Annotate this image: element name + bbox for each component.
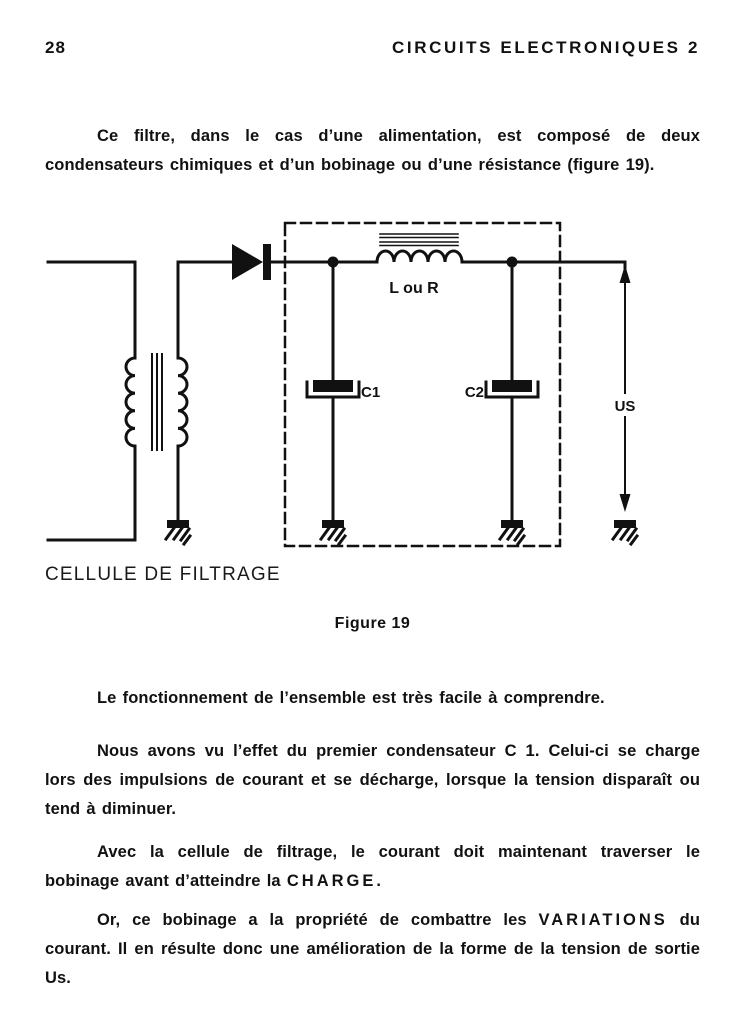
paragraph-5-end: du courant. Il en résulte donc une amélioration de la forme de la tension de sortie Us. (45, 911, 700, 987)
page-header (45, 38, 700, 58)
capacitor-1-label: C1 (361, 384, 381, 401)
ground-icon (613, 520, 637, 544)
ground-icon (166, 520, 190, 544)
output-voltage-branch (620, 262, 631, 512)
transformer-core (152, 354, 162, 450)
figure-title: CELLULE DE FILTRAGE (45, 564, 281, 585)
running-title: CIRCUITS ELECTRONIQUES 2 (392, 38, 700, 57)
paragraph-2: Le fonctionnement de l’ensemble est très facile à comprendre. (97, 689, 605, 707)
paragraph-4 (45, 838, 700, 896)
inductor-icon (377, 234, 462, 262)
paragraph-4-end: . (376, 872, 382, 890)
diode-icon (232, 244, 271, 280)
paragraph-3: Nous avons vu l’effet du premier condensateur C 1. Celui-ci se charge lors des impulsions de courant et se décharge, lorsque la tension disparaît ou tend à diminuer. (45, 742, 700, 818)
transformer-primary-coil (126, 358, 135, 446)
paragraph-5 (45, 906, 700, 993)
paragraph-4-emphasis: CHARGE (286, 872, 377, 890)
capacitor-2-label: C2 (464, 384, 484, 401)
capacitor-icon (486, 380, 538, 397)
figure-caption: Figure 19 (334, 615, 411, 632)
ground-icon (500, 520, 524, 544)
transformer-secondary-coil (178, 358, 187, 446)
filter-cell-circuit-diagram (0, 204, 745, 562)
capacitor-icon (307, 380, 359, 397)
wire-secondary-top (178, 262, 232, 358)
paragraph-5-emphasis: VARIATIONS (538, 911, 668, 929)
output-voltage-label: US (614, 398, 636, 415)
arrow-down-icon (620, 494, 631, 512)
ground-icon (321, 520, 345, 544)
page-number: 28 (45, 38, 66, 57)
paragraph-1: Ce filtre, dans le cas d’une alimentation, est composé de deux condensateurs chimiques et d’un bobinage ou d’une résistance (figure 19). (45, 127, 700, 174)
inductor-label: L ou R (389, 280, 439, 297)
transformer-icon (126, 354, 187, 450)
paragraph-5-text: Or, ce bobinage a la propriété de combattre les (97, 911, 539, 929)
paragraph-4-text: Avec la cellule de filtrage, le courant doit maintenant traverser le bobinage avant d’atteindre la (45, 843, 700, 890)
